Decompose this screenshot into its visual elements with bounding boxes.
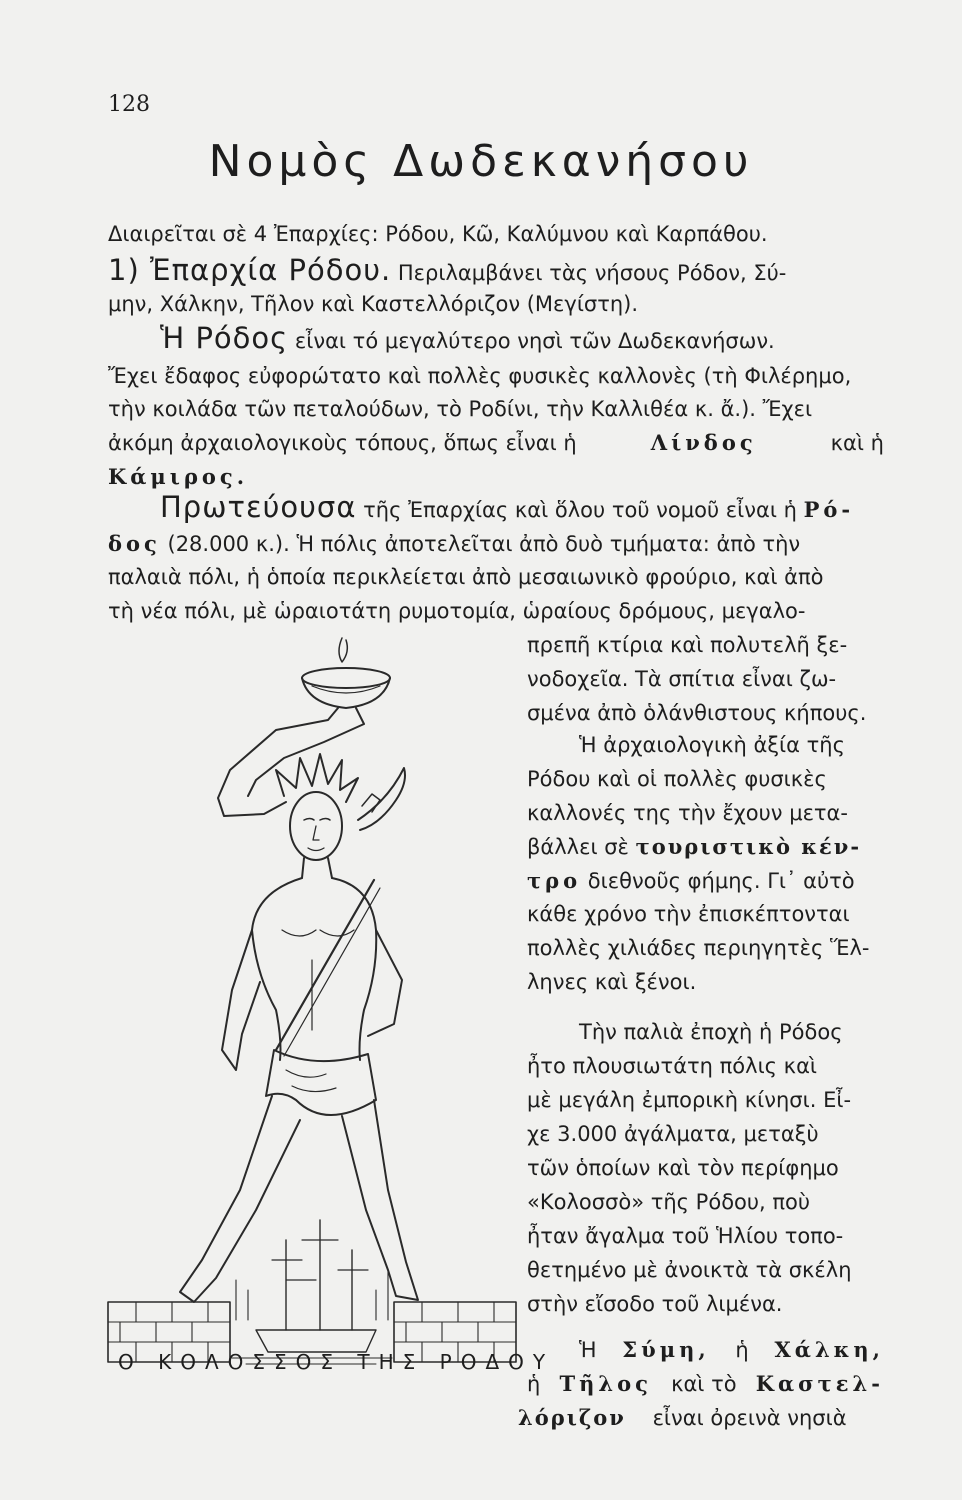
section-heading: 1) Ἐπαρχία Ρόδου. bbox=[108, 253, 392, 287]
text-line: Πρωτεύουσα τῆς Ἐπαρχίας καὶ ὅλου τοῦ νομοῦ εἶναι ἡ Ρό- bbox=[160, 490, 855, 524]
text-line: κάθε χρόνο τὴν ἐπισκέπτονται bbox=[527, 902, 850, 926]
page-number: 128 bbox=[108, 92, 150, 117]
text-line: νοδοχεῖα. Τὰ σπίτια εἶναι ζω- bbox=[527, 667, 837, 691]
emphasized-term: Κάμιρος. bbox=[108, 464, 249, 489]
section-heading: Πρωτεύουσα bbox=[160, 490, 357, 524]
text-line: παλαιὰ πόλι, ἡ ὁποία περικλείεται ἀπὸ μεσαιωνικὸ φρούριο, καὶ ἀπὸ bbox=[108, 565, 824, 589]
text-line: πολλὲς χιλιάδες περιηγητὲς Ἕλ- bbox=[527, 936, 870, 960]
text-line: τὴ νέα πόλι, μὲ ὡραιοτάτη ρυμοτομία, ὡραίους δρόμους, μεγαλο- bbox=[108, 599, 806, 623]
emphasized-term: δος bbox=[108, 531, 161, 556]
text-line: βάλλει σὲ τουριστικὸ κέν- bbox=[527, 834, 862, 859]
text-line: δος (28.000 κ.). Ἡ πόλις ἀποτελεῖται ἀπὸ δυὸ τμήματα: ἀπὸ τὴν bbox=[108, 531, 801, 556]
text-line: «Κολοσσὸ» τῆς Ρόδου, ποὺ bbox=[527, 1190, 811, 1214]
illustration-caption: Ο ΚΟΛΟΣΣΟΣ ΤΗΣ ΡΟΔΟΥ bbox=[118, 1350, 555, 1374]
text-line: θετημένο μὲ ἀνοικτὰ τὰ σκέλη bbox=[527, 1258, 852, 1282]
text-line: Ἡ Ρόδος εἶναι τό μεγαλύτερο νησὶ τῶν Δωδεκανήσων. bbox=[160, 321, 775, 355]
text-line: Ρόδου καὶ οἱ πολλὲς φυσικὲς bbox=[527, 767, 827, 791]
text-line: Διαιρεῖται σὲ 4 Ἐπαρχίες: Ρόδου, Κῶ, Καλύμνου καὶ Καρπάθου. bbox=[108, 222, 768, 246]
emphasized-term: Σύμη, bbox=[622, 1337, 710, 1362]
emphasized-term: Τῆλος bbox=[559, 1371, 652, 1396]
page-title: Νομὸς Δωδεκανήσου bbox=[208, 136, 754, 187]
text-line: ληνες καὶ ξένοι. bbox=[527, 970, 697, 994]
text-line: στὴν εἴσοδο τοῦ λιμένα. bbox=[527, 1292, 783, 1316]
emphasized-term: Χάλκη, bbox=[774, 1337, 884, 1362]
text-line: ἡ Τῆλος καὶ τὸ Καστελ- bbox=[527, 1371, 884, 1396]
text-line: ἦταν ἄγαλμα τοῦ Ἡλίου τοπο- bbox=[527, 1224, 844, 1248]
emphasized-term: Ρό- bbox=[803, 497, 855, 522]
emphasized-term: λόριζον bbox=[518, 1405, 626, 1430]
text-line: σμένα ἀπὸ ὁλάνθιστους κήπους. bbox=[527, 701, 867, 725]
text-line: Τὴν παλιὰ ἐποχὴ ἡ Ρόδος bbox=[579, 1020, 843, 1044]
text-line: πρεπῆ κτίρια καὶ πολυτελῆ ξε- bbox=[527, 633, 848, 657]
text-line: μὲ μεγάλη ἐμπορικὴ κίνησι. Εἶ- bbox=[527, 1088, 852, 1112]
text-line bbox=[108, 463, 884, 491]
text-line: καλλονές της τὴν ἔχουν μετα- bbox=[527, 801, 848, 825]
text-line: ἦτο πλουσιωτάτη πόλις καὶ bbox=[527, 1054, 818, 1078]
text-line: 1) Ἐπαρχία Ρόδου. Περιλαμβάνει τὰς νήσους Ρόδον, Σύ- bbox=[108, 253, 787, 287]
text-line: Ἡ Σύμη, ἡ Χάλκη, bbox=[579, 1337, 884, 1362]
text-line: ἀκόμη ἀρχαιολογικοὺς τόπους, ὅπως εἶναι ἡ Λίνδος καὶ ἡ bbox=[108, 430, 884, 455]
text-line: μην, Χάλκην, Τῆλον καὶ Καστελλόριζον (Μεγίστη). bbox=[108, 292, 639, 316]
emphasized-term: Λίνδος bbox=[650, 430, 757, 455]
emphasized-term: τουριστικὸ κέν- bbox=[635, 834, 862, 859]
emphasized-term: τρο bbox=[527, 868, 582, 893]
text-line: Ἔχει ἔδαφος εὐφορώτατο καὶ πολλὲς φυσικὲς καλλονὲς (τὴ Φιλέρημο, bbox=[108, 364, 852, 388]
emphasized-term: Καστελ- bbox=[755, 1371, 884, 1396]
text-line: τῶν ὁποίων καὶ τὸν περίφημο bbox=[527, 1156, 839, 1180]
text-line: λόριζον εἶναι ὀρεινὰ νησιὰ bbox=[518, 1405, 847, 1430]
colossus-illustration bbox=[106, 630, 518, 1365]
text-line: χε 3.000 ἀγάλματα, μεταξὺ bbox=[527, 1122, 819, 1146]
text-line: τρο διεθνοῦς φήμης. Γι᾽ αὐτὸ bbox=[527, 868, 855, 893]
text-line: Ἡ ἀρχαιολογικὴ ἀξία τῆς bbox=[579, 733, 845, 757]
section-heading: Ἡ Ρόδος bbox=[160, 321, 289, 355]
text-line: τὴν κοιλάδα τῶν πεταλούδων, τὸ Ροδίνι, τὴν Καλλιθέα κ. ἄ.). Ἔχει bbox=[108, 397, 813, 421]
